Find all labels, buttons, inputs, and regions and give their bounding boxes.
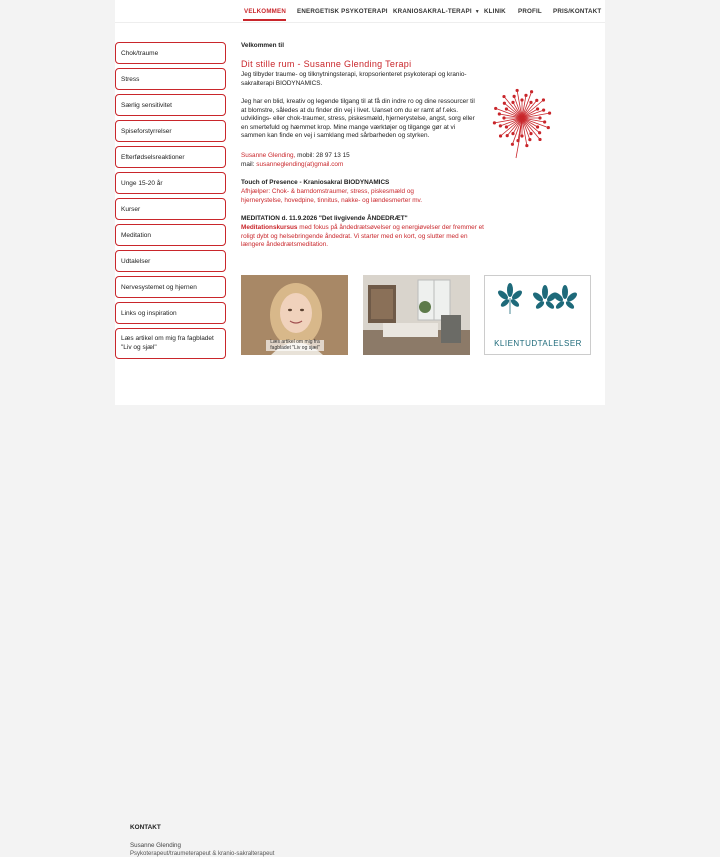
sidebar-item-udtalelser[interactable]: Udtalelser bbox=[115, 250, 226, 272]
flower-logo-icon bbox=[485, 276, 592, 356]
nav-active-indicator bbox=[243, 19, 286, 21]
contact-line bbox=[241, 152, 486, 161]
meditation-title: MEDITATION d. 11.9.2026 "Det livgivende ÅNDEDRÆT" bbox=[241, 215, 408, 222]
chevron-down-icon: ▼ bbox=[474, 9, 480, 15]
contact-name: Susanne Glending, bbox=[241, 152, 296, 159]
nav-item-velkommen[interactable]: VELKOMMEN bbox=[244, 8, 287, 15]
clinic-photo-tile[interactable] bbox=[363, 275, 470, 355]
meditation-body bbox=[241, 224, 486, 250]
testimonials-tile[interactable] bbox=[484, 275, 591, 355]
sidebar-item-spiseforstyrrelser[interactable]: Spiseforstyrrelser bbox=[115, 120, 226, 142]
contact-mail-label: mail: bbox=[241, 161, 257, 168]
sidebar-item-links[interactable]: Links og inspiration bbox=[115, 302, 226, 324]
nav-item-energetisk-psykoterapi[interactable]: ENERGETISK PSYKOTERAPI bbox=[297, 8, 388, 15]
sidebar-item-unge[interactable]: Unge 15-20 år bbox=[115, 172, 226, 194]
intro-text: Jeg tilbyder traume- og tilknytningsterapi, kropsorienteret psykoterapi og kranio-sakralterapi BIODYNAMICS. bbox=[241, 71, 467, 87]
sidebar-item-nervesystemet[interactable]: Nervesystemet og hjernen bbox=[115, 276, 226, 298]
contact-mail-link[interactable]: susanneglending(at)gmail.com bbox=[256, 161, 344, 168]
welcome-heading: Velkommen til bbox=[241, 42, 284, 49]
contact-mobile: mobil: 28 97 13 15 bbox=[295, 152, 350, 159]
nav-item-klinik[interactable]: KLINIK bbox=[484, 8, 506, 15]
nav-item-pris-kontakt[interactable]: PRIS/KONTAKT bbox=[553, 8, 602, 15]
meditation-label[interactable]: Meditationskursus bbox=[241, 224, 298, 231]
dandelion-illustration bbox=[490, 88, 555, 158]
touch-body: Afhjælper: Chok- & barndomstraumer, stress, piskesmæld og hjernerystelse, hovedpine, tinnitus, nakke- og lændesmerter mv. bbox=[241, 188, 423, 204]
article-caption: Læs artikel om mig fra fagbladet "Liv og sjæl" bbox=[266, 340, 324, 351]
body-text: Jeg har en blid, kreativ og legende tilgang til at få din indre ro og dine ressourcer til at blomstre, således at du finder din vej i livet. Uanset om du er ramt af f.eks. udviklings- eller chok-traumer, stress, piskesmæld, hjernerystelse, angst, sorg eller en smertefuld og hæmmet krop. Mine mange værktøjer og tilgange gør at vi sammen kan finde en vej i samklang med sårbarheden og styrken. bbox=[241, 98, 475, 140]
testimonials-label: KLIENTUDTALELSER bbox=[494, 339, 582, 348]
page-title: Dit stille rum - Susanne Glending Terapi bbox=[241, 59, 412, 69]
nav-item-profil[interactable]: PROFIL bbox=[518, 8, 542, 15]
top-navigation bbox=[115, 0, 605, 23]
sidebar-item-chok-traume[interactable]: Chok/traume bbox=[115, 42, 226, 64]
sidebar-item-meditation[interactable]: Meditation bbox=[115, 224, 226, 246]
page-container bbox=[115, 0, 605, 450]
sidebar-item-saerlig-sensitivitet[interactable]: Særlig sensitivitet bbox=[115, 94, 226, 116]
touch-title: Touch of Presence - Kraniosakral BIODYNAMICS bbox=[241, 179, 390, 186]
footer-name: Susanne Glending bbox=[130, 842, 181, 849]
sidebar-item-stress[interactable]: Stress bbox=[115, 68, 226, 90]
meditation-text: med fokus på åndedrætsøvelser og energiøvelser der fremmer et roligt dybt og helsebringende åndedrat. Vi starter med en kort, og slutter med en længere åndedrætsmeditation. bbox=[241, 224, 484, 249]
sidebar-item-efterfoedselsreaktioner[interactable]: Efterfødselsreaktioner bbox=[115, 146, 226, 168]
clinic-photo bbox=[363, 275, 470, 355]
sidebar-item-artikel[interactable]: Læs artikel om mig fra fagbladet "Liv og sjæl" bbox=[115, 328, 226, 359]
sidebar-item-kurser[interactable]: Kurser bbox=[115, 198, 226, 220]
nav-item-kraniosakral-terapi[interactable] bbox=[393, 8, 480, 15]
article-photo-tile[interactable] bbox=[241, 275, 348, 355]
footer bbox=[115, 405, 605, 857]
footer-subtitle: Psykoterapeut/traumeterapeut & kranio-sakralterapeut bbox=[130, 851, 275, 857]
footer-title: KONTAKT bbox=[130, 824, 161, 831]
nav-item-kraniosakral-label: KRANIOSAKRAL-TERAPI bbox=[393, 8, 472, 15]
contact-mail-line bbox=[241, 161, 486, 170]
